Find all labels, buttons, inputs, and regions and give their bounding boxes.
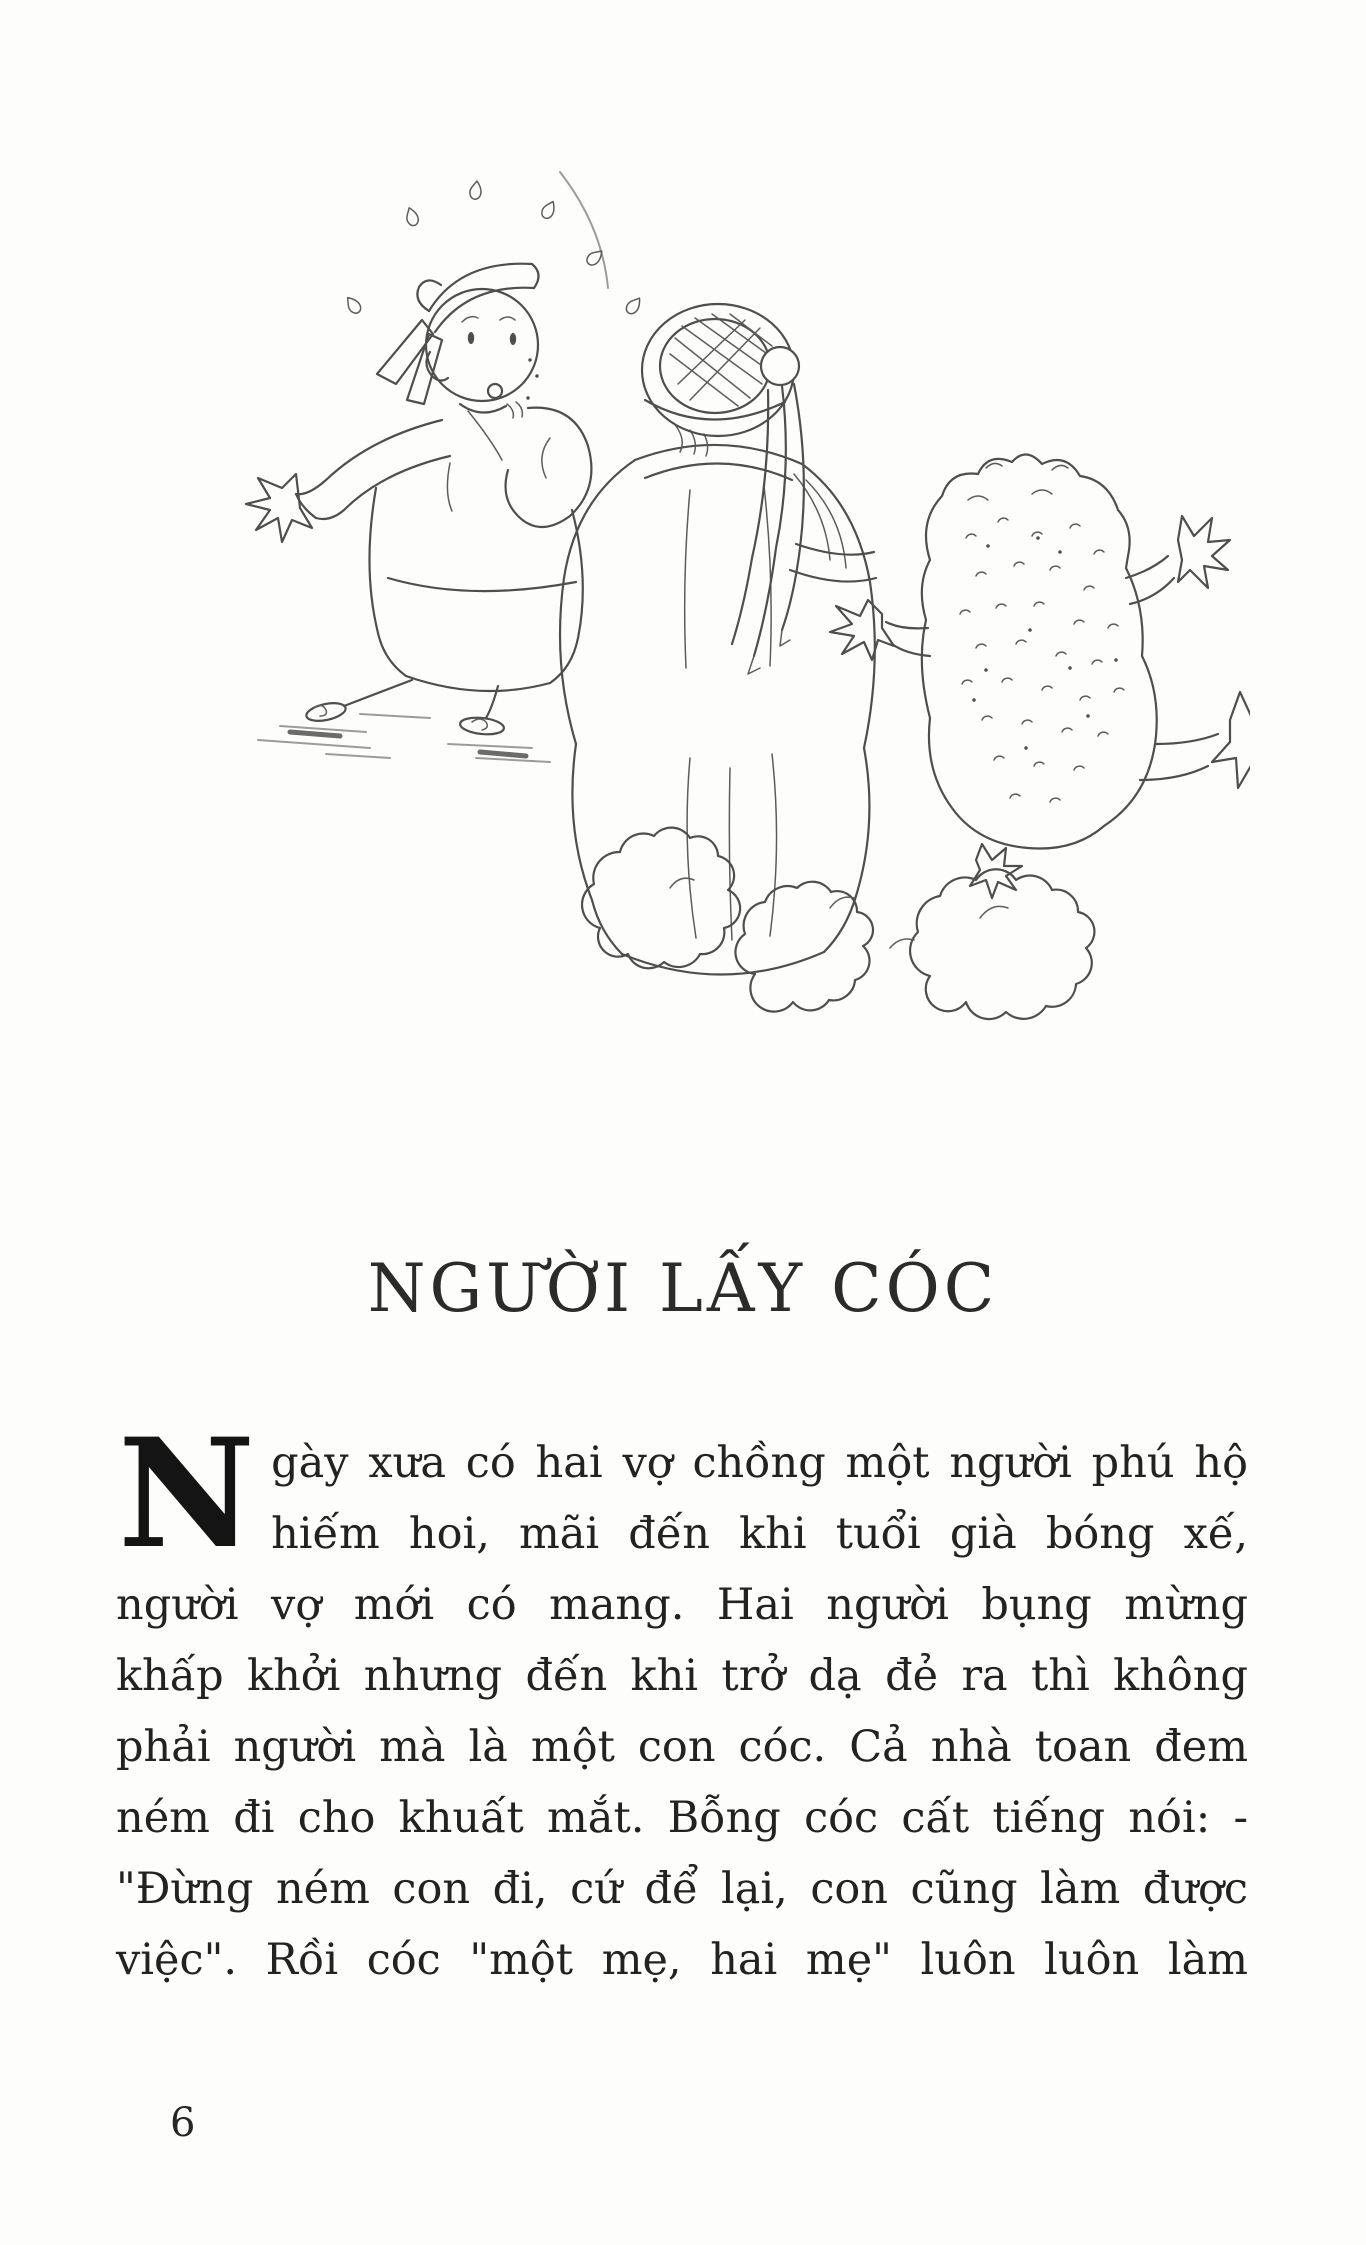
- ground-hatching: [258, 714, 550, 762]
- toad-figure: [830, 454, 1250, 898]
- story-paragraph: [116, 1406, 1248, 1996]
- toad-warts: [960, 518, 1124, 802]
- toad-hind-foot: [1212, 692, 1250, 788]
- story-line: "Đừng ném con đi, cứ để lại, con cũng làm được: [116, 1864, 1248, 1914]
- legs-and-sandals: [305, 680, 505, 736]
- story-line: khấp khởi nhưng đến khi trở dạ đẻ ra thì không: [116, 1651, 1248, 1701]
- hat-pompom: [761, 347, 799, 385]
- spread-hand: [246, 474, 312, 542]
- motion-line: [560, 172, 608, 288]
- startled-face: [462, 317, 539, 400]
- toad-right-hand: [1178, 516, 1230, 588]
- sweat-drops: [343, 181, 643, 316]
- woman-figure: [560, 304, 876, 975]
- round-hat: [642, 304, 799, 436]
- toad-left-hand: [830, 600, 894, 660]
- story-line: hiếm hoi, mãi đến khi tuổi già bóng xế,: [271, 1509, 1248, 1559]
- story-line: việc". Rồi cóc "một mẹ, hai mẹ" luôn luôn làm: [116, 1935, 1248, 1985]
- story-line: phải người mà là một con cóc. Cả nhà toan đem: [116, 1722, 1248, 1772]
- story-illustration: [130, 108, 1250, 1030]
- page-number: 6: [170, 2100, 196, 2146]
- page-title: NGƯỜI LẤY CÓC: [367, 1250, 999, 1327]
- smoke-clouds: [582, 828, 1094, 1019]
- man-figure: [246, 181, 643, 762]
- story-line: người vợ mới có mang. Hai người bụng mừng: [116, 1580, 1248, 1630]
- illustration-svg: [130, 108, 1250, 1030]
- drop-cap: N: [118, 1406, 256, 1582]
- story-line: ném đi cho khuất mắt. Bỗng cóc cất tiếng nói: -: [116, 1793, 1248, 1843]
- story-line: gày xưa có hai vợ chồng một người phú hộ: [271, 1438, 1248, 1488]
